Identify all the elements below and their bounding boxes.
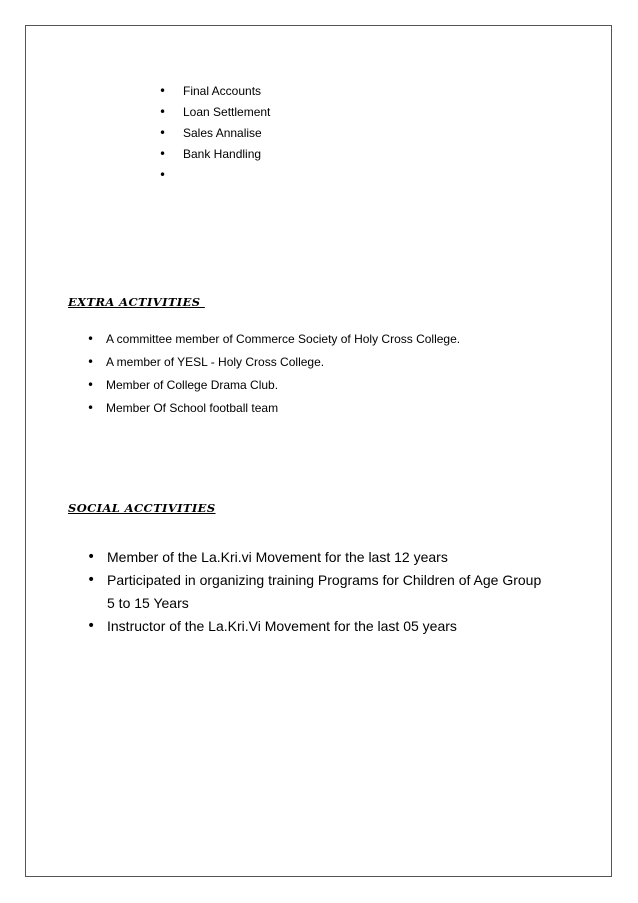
list-item-text: Member of College Drama Club. [106,378,279,392]
list-item-text: Member Of School football team [106,401,279,415]
list-item [87,376,460,399]
list-item [159,145,270,166]
list-item-text: Participated in organizing training Programs for Children of Age Group 5 to 15 Years [107,572,542,611]
extra-activities-list [87,330,461,422]
list-item [159,82,270,103]
page-border [25,25,612,877]
bullet-icon: • [159,168,167,182]
list-item [159,166,270,187]
list-item-text: Member of the La.Kri.vi Movement for the last 12 years [107,549,448,565]
list-item-text: A member of YESL - Holy Cross College. [106,355,325,369]
list-item-text: A committee member of Commerce Society of Holy Cross College. [106,332,461,346]
bullet-icon: • [87,401,95,415]
bullet-icon: • [159,84,167,98]
list-item-text: Sales Annalise [183,126,262,140]
social-activities-list [87,546,547,638]
bullet-icon: • [159,147,167,161]
extra-activities-heading: EXTRA ACTIVITIES [68,295,205,309]
bullet-icon: • [87,332,95,346]
social-activities-heading: SOCIAL ACCTIVITIES [68,501,216,515]
bullet-icon: • [159,126,167,140]
list-item [87,569,547,615]
list-item-text: Loan Settlement [183,105,271,119]
list-item [87,615,547,638]
skills-list [159,82,271,187]
list-item-text: Bank Handling [183,147,262,161]
bullet-icon: • [87,378,95,392]
list-item-text: Instructor of the La.Kri.Vi Movement for the last 05 years [107,618,457,634]
list-item [159,103,271,124]
bullet-icon: • [159,105,167,119]
bullet-icon: • [87,355,95,369]
list-item [87,399,460,422]
bullet-icon: • [87,618,96,634]
bullet-icon: • [87,549,96,565]
list-item [87,330,461,353]
list-item [87,353,460,376]
list-item-text: Final Accounts [183,84,262,98]
list-item [159,124,270,145]
list-item [87,546,547,569]
bullet-icon: • [87,572,96,588]
